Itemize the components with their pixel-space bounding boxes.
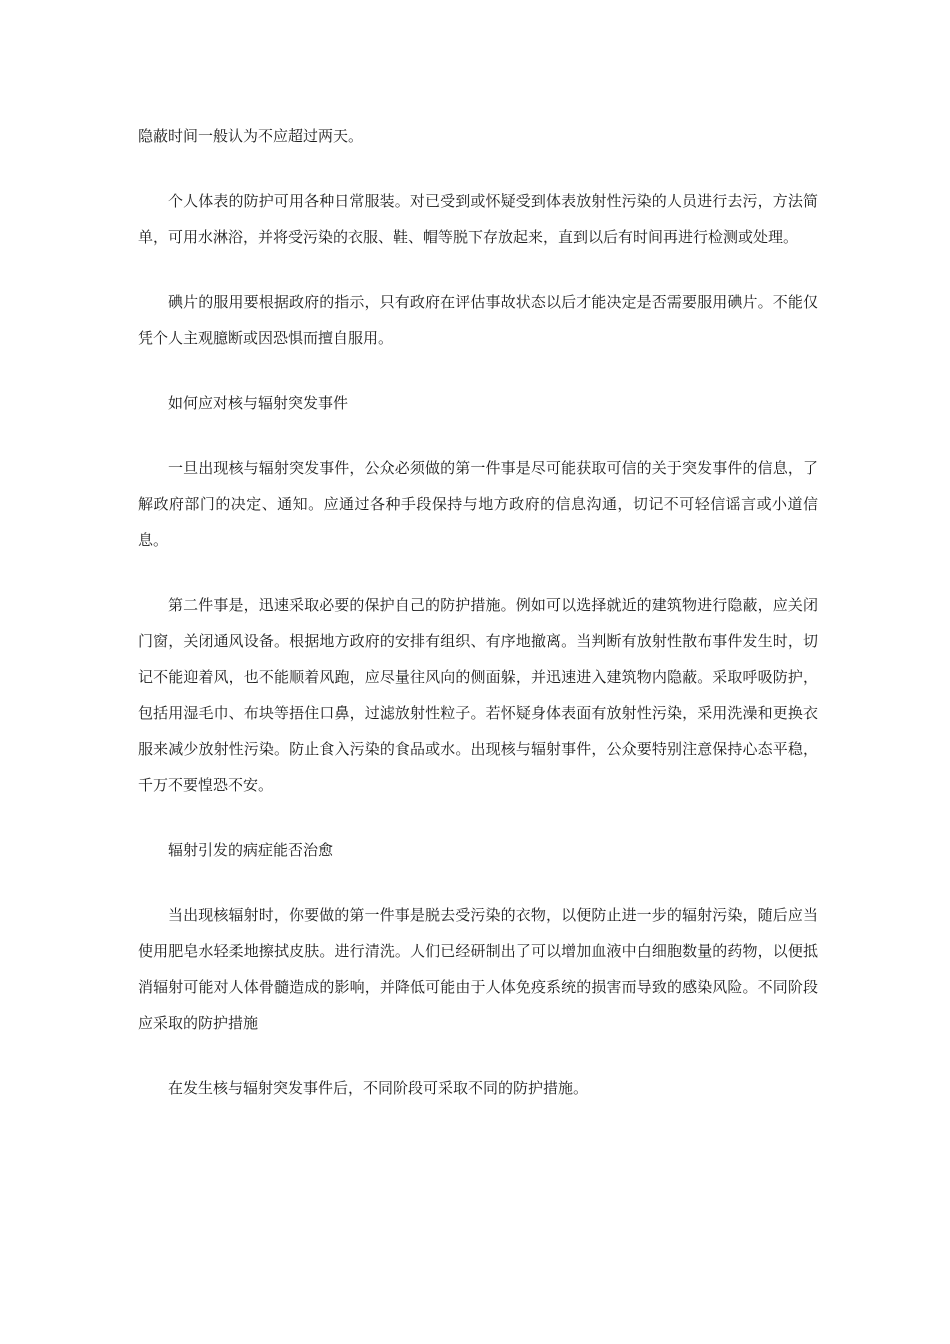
paragraph-treatment: 当出现核辐射时，你要做的第一件事是脱去受污染的衣物，以便防止进一步的辐射污染，随后应当使用肥皂水轻柔地擦拭皮肤。进行清洗。人们已经研制出了可以增加血液中白细胞数量的药物，以便抵消辐射可能对人体骨髓造成的影响，并降低可能由于人体免疫系统的损害而导致的感染风险。不同阶段应采取的防护措施 bbox=[138, 906, 818, 1032]
paragraph-second-action: 第二件事是，迅速采取必要的保护自己的防护措施。例如可以选择就近的建筑物进行隐蔽，应关闭门窗，关闭通风设备。根据地方政府的安排有组织、有序地撤离。当判断有放射性散布事件发生时，切记不能迎着风，也不能顺着风跑，应尽量往风向的侧面躲，并迅速进入建筑物内隐蔽。采取呼吸防护，包括用湿毛巾、布块等捂住口鼻，过滤放射性粒子。若怀疑身体表面有放射性污染，采用洗澡和更换衣服来减少放射性污染。防止食入污染的食品或水。出现核与辐射事件，公众要特别注意保持心态平稳，千万不要惶恐不安。 bbox=[138, 596, 818, 794]
section-heading-treatment: 辐射引发的病症能否治愈 bbox=[168, 841, 334, 859]
paragraph-stages: 在发生核与辐射突发事件后，不同阶段可采取不同的防护措施。 bbox=[168, 1079, 589, 1097]
section-heading-response: 如何应对核与辐射突发事件 bbox=[168, 394, 349, 412]
paragraph-iodine: 碘片的服用要根据政府的指示，只有政府在评估事故状态以后才能决定是否需要服用碘片。不能仅凭个人主观臆断或因恐惧而擅自服用。 bbox=[138, 293, 818, 347]
paragraph-body-protection: 个人体表的防护可用各种日常服装。对已受到或怀疑受到体表放射性污染的人员进行去污，方法简单，可用水淋浴，并将受污染的衣服、鞋、帽等脱下存放起来，直到以后有时间再进行检测或处理。 bbox=[138, 192, 818, 246]
document-body bbox=[138, 118, 818, 1135]
paragraph-continuation: 隐蔽时间一般认为不应超过两天。 bbox=[138, 127, 364, 145]
paragraph-first-action: 一旦出现核与辐射突发事件，公众必须做的第一件事是尽可能获取可信的关于突发事件的信息，了解政府部门的决定、通知。应通过各种手段保持与地方政府的信息沟通，切记不可轻信谣言或小道信息。 bbox=[138, 459, 818, 549]
